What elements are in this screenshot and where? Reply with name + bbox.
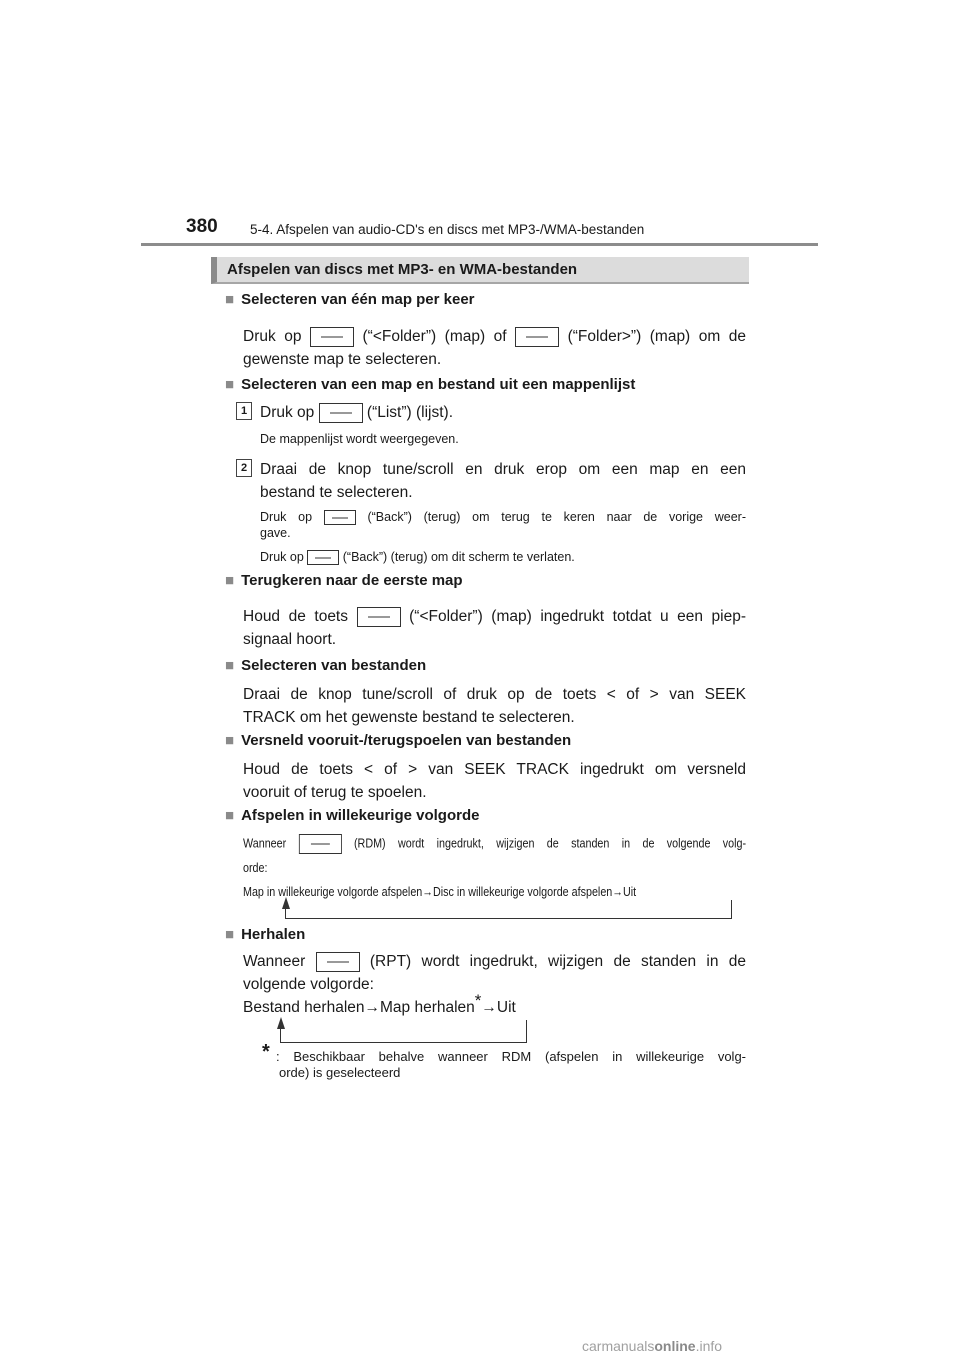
step-2-text xyxy=(260,458,746,504)
rpt-button-icon xyxy=(316,952,360,972)
text-line: Houd de toets < of > van SEEK TRACK ingedrukt om versneld xyxy=(243,761,746,778)
text-line: Wanneer (RPT) wordt ingedrukt, wijzigen de standen in de xyxy=(243,953,746,970)
square-bullet-icon: ■ xyxy=(225,807,235,824)
subheading-random: ■ Afspelen in willekeurige volgorde xyxy=(225,807,480,824)
subheading-fast-forward: ■ Versneld vooruit-/terugspoelen van bestanden xyxy=(225,732,572,749)
square-bullet-icon: ■ xyxy=(225,376,235,393)
paragraph-random xyxy=(243,834,746,900)
square-bullet-icon: ■ xyxy=(225,572,235,589)
loop-bracket xyxy=(280,1020,527,1043)
subheading-folder-select: ■ Selecteren van één map per keer xyxy=(225,291,475,308)
text-line: Druk op (“<Folder”) (map) of (“Folder>”) (map) om de xyxy=(243,328,747,345)
text-line: orde: xyxy=(243,861,268,875)
text-line: : Beschikbaar behalve wanneer RDM (afspelen in willekeurige volg- xyxy=(276,1049,746,1064)
text-line: volgende volgorde: xyxy=(243,976,374,993)
step-2-note-back xyxy=(260,509,746,541)
paragraph-folder-select xyxy=(243,325,746,371)
text-line: Draai de knop tune/scroll of druk op de toets < of > van SEEK xyxy=(243,686,746,703)
footnote-text xyxy=(276,1049,746,1081)
text-line: orde) is geselecteerd xyxy=(279,1065,401,1080)
text-line: gave. xyxy=(260,526,291,541)
text-line: Draai de knop tune/scroll en druk erop om een map en een xyxy=(260,461,746,478)
text-line: Druk op (“Back”) (terug) om terug te keren naar de vorige weer- xyxy=(260,510,746,524)
back-button-icon xyxy=(324,510,356,525)
folder-up-button-icon xyxy=(515,327,559,347)
step-1-text: Druk op (“List”) (lijst). xyxy=(260,404,453,421)
subheading-first-folder: ■ Terugkeren naar de eerste map xyxy=(225,572,463,589)
subheading-repeat: ■ Herhalen xyxy=(225,926,306,943)
chapter-title: 5-4. Afspelen van audio-CD's en discs met MP3-/WMA-bestanden xyxy=(250,222,645,237)
text-line: bestand te selecteren. xyxy=(260,484,413,501)
footnote-marker: * xyxy=(262,1041,270,1063)
square-bullet-icon: ■ xyxy=(225,657,235,674)
text-line: TRACK om het gewenste bestand te selecteren. xyxy=(243,709,575,726)
paragraph-fast-forward xyxy=(243,758,746,804)
back-button-icon xyxy=(307,550,339,565)
text-line: signaal hoort. xyxy=(243,631,337,648)
section-title: Afspelen van discs met MP3- en WMA-bestanden xyxy=(227,261,578,278)
text-line: gewenste map te selecteren. xyxy=(243,351,442,368)
paragraph-repeat xyxy=(243,950,746,1019)
header-divider xyxy=(141,243,818,246)
loop-bracket xyxy=(285,900,732,919)
rdm-button-icon xyxy=(299,834,342,854)
subheading-files-select: ■ Selecteren van bestanden xyxy=(225,657,427,674)
step-number-2: 2 xyxy=(236,459,252,477)
text-line: Houd de toets (“<Folder”) (map) ingedrukt totdat u een piep- xyxy=(243,608,747,625)
list-button-icon xyxy=(319,403,363,423)
square-bullet-icon: ■ xyxy=(225,732,235,749)
square-bullet-icon: ■ xyxy=(225,291,235,308)
paragraph-files-select xyxy=(243,683,746,729)
repeat-sequence: Bestand herhalen→Map herhalen*→Uit xyxy=(243,990,516,1016)
section-heading-bar xyxy=(211,257,749,284)
paragraph-first-folder xyxy=(243,605,746,651)
page-number: 380 xyxy=(186,216,218,237)
step-1-note: De mappenlijst wordt weergegeven. xyxy=(260,432,459,446)
random-sequence: Map in willekeurige volgorde afspelen→Disc in willekeurige volgorde afspelen→Uit xyxy=(243,885,637,899)
step-2-note-exit: Druk op (“Back”) (terug) om dit scherm te verlaten. xyxy=(260,550,575,564)
step-number-1: 1 xyxy=(236,402,252,420)
watermark: carmanualsonline.info xyxy=(582,1338,723,1354)
folder-down-button-icon xyxy=(357,607,401,627)
text-line: Wanneer (RDM) wordt ingedrukt, wijzigen de standen in de volgende volg- xyxy=(243,834,746,854)
text-line: vooruit of terug te spoelen. xyxy=(243,784,427,801)
folder-down-button-icon xyxy=(310,327,354,347)
square-bullet-icon: ■ xyxy=(225,926,235,943)
subheading-list-select: ■ Selecteren van een map en bestand uit een mappenlijst xyxy=(225,376,636,393)
